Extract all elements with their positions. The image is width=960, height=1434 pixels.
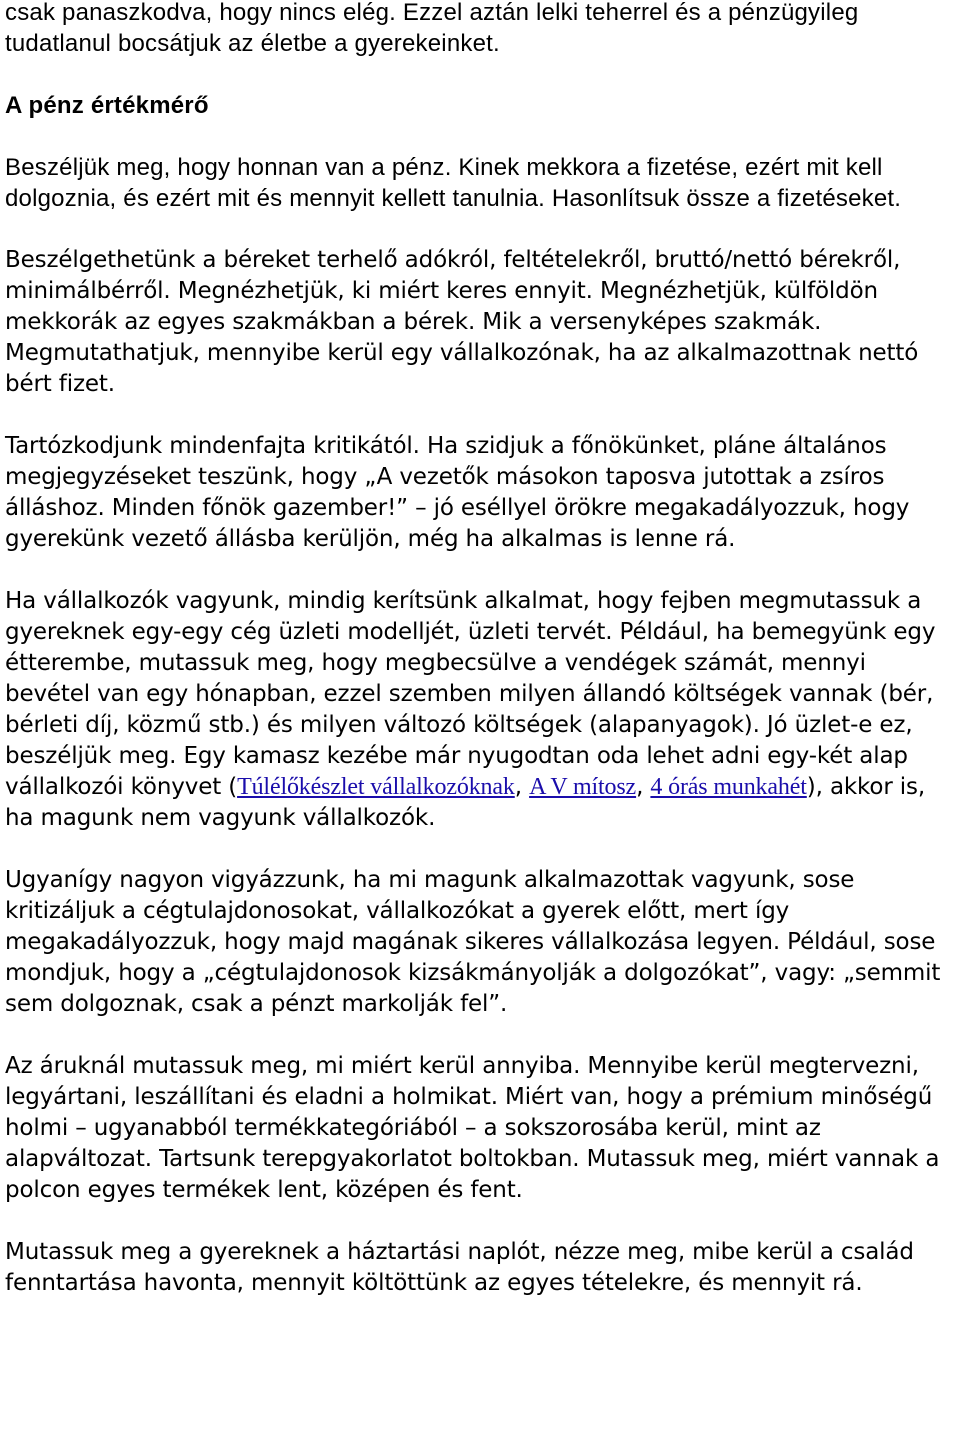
book-link-e-myth[interactable]: A V mítosz xyxy=(529,774,637,800)
book-link-survival-kit[interactable]: Túlélőkészlet vállalkozóknak xyxy=(237,774,515,800)
section-heading: A pénz értékmérő xyxy=(5,92,209,119)
paragraph-money-origin: Beszéljük meg, hogy honnan van a pénz. Kinek mekkora a fizetése, ezért mit kell dolgoznia, és ezért mit és mennyit kellett tanulnia. Hasonlítsuk össze a fizetéseket. xyxy=(5,154,902,212)
paragraph-employees: Ugyanígy nagyon vigyázzunk, ha mi magunk alkalmazottak vagyunk, sose kritizáljuk a cégtulajdonosokat, vállalkozókat a gyerek előtt, mert így megakadályozzuk, hogy majd magának sikeres vállalkozása legyen. Például, sose mondjuk, hogy a „cégtulajdonosok kizsákmányolják a dolgozókat”, vagy: „semmit sem dolgoznak, csak a pénzt markolják fel”. xyxy=(5,867,941,1017)
book-link-4-hour-workweek[interactable]: 4 órás munkahét xyxy=(650,774,807,800)
paragraph-intro-continuation: csak panaszkodva, hogy nincs elég. Ezzel aztán lelki teherrel és a pénzügyileg tudatlanul bocsátjuk az életbe a gyerekeinket. xyxy=(5,0,859,57)
link-separator: , xyxy=(514,774,530,800)
paragraph-entrepreneurs-text-b: ), akkor is, ha magunk nem vagyunk vállalkozók. xyxy=(5,774,926,831)
paragraph-avoid-criticism: Tartózkodjunk mindenfajta kritikától. Ha szidjuk a főnökünket, pláne általános megjegyzéseket teszünk, hogy „A vezetők másokon taposva jutottak a zsíros álláshoz. Minden főnök gazember!” – jó eséllyel örökre megakadályozzuk, hogy gyerekünk vezető állásba kerüljön, még ha alkalmas is lenne rá. xyxy=(5,433,910,552)
paragraph-product-prices: Az áruknál mutassuk meg, mi miért kerül annyiba. Mennyibe kerül megtervezni, legyártani, leszállítani és eladni a holmikat. Miért van, hogy a prémium minőségű holmi – ugyanabból termékkategóriából – a sokszorosába kerül, mint az alapváltozat. Tartsunk terepgyakorlatot boltokban. Mutassuk meg, miért vannak a polcon egyes termékek lent, középen és fent. xyxy=(5,1053,940,1203)
paragraph-entrepreneurs-text-a: Ha vállalkozók vagyunk, mindig kerítsünk alkalmat, hogy fejben megmutassuk a gyereknek egy-egy cég üzleti modelljét, üzleti tervét. Például, ha bemegyünk egy étterembe, mutassuk meg, hogy megbecsülve a vendégek számát, mennyi bevétel van egy hónapban, ezzel szemben milyen állandó költségek vannak (bér, bérleti díj, közmű stb.) és milyen változó költségek (alapanyagok). Jó üzlet-e ez, beszéljük meg. Egy kamasz kezébe már nyugodtan oda lehet adni egy-két alap vállalkozói könyvet ( xyxy=(5,588,936,800)
paragraph-wages-taxes: Beszélgethetünk a béreket terhelő adókról, feltételekről, bruttó/nettó bérekről, minimálbérről. Megnézhetjük, ki miért keres ennyit. Megnézhetjük, külföldön mekkorák az egyes szakmákban a bérek. Mik a versenyképes szakmák. Megmutathatjuk, mennyibe kerül egy vállalkozónak, ha az alkalmazottnak nettó bért fizet. xyxy=(5,247,919,397)
paragraph-household-journal: Mutassuk meg a gyereknek a háztartási naplót, nézze meg, mibe kerül a család fenntartása havonta, mennyit költöttünk az egyes tételekre, és mennyit rá. xyxy=(5,1239,914,1296)
link-separator: , xyxy=(636,774,651,800)
paragraph-entrepreneurs xyxy=(5,586,954,834)
